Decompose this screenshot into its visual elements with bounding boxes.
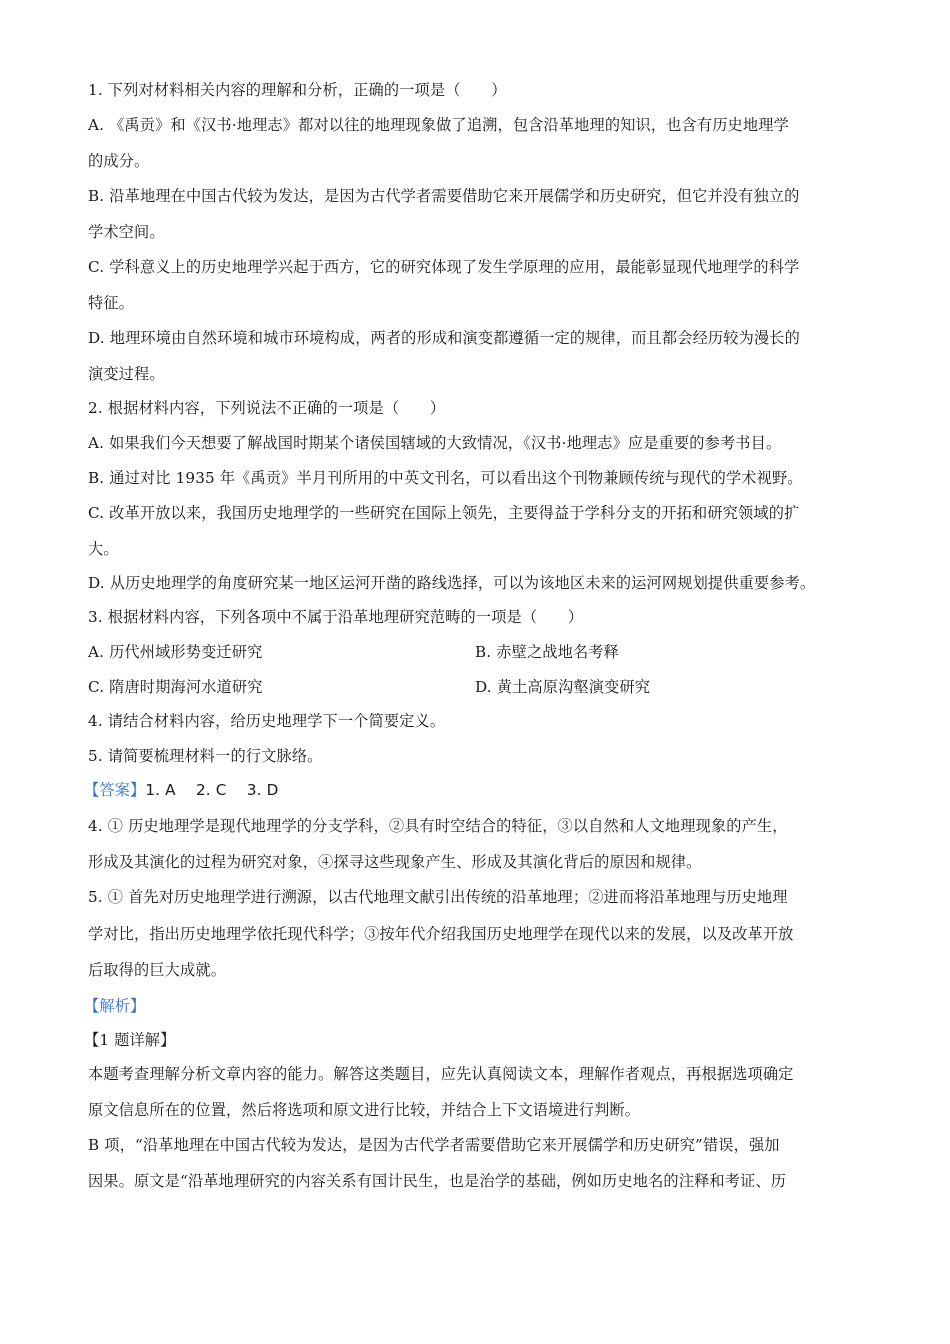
answer-choices: 1. A 2. C 3. D [145, 781, 279, 799]
answer-tag: 【答案】 [84, 781, 146, 799]
q2-option-c-cont: 大。 [88, 540, 119, 558]
q2-option-a: A. 如果我们今天想要了解战国时期某个诸侯国辖域的大致情况，《汉书·地理志》应是重要的参考书目。 [88, 434, 782, 452]
q4-stem: 4. 请结合材料内容，给历史地理学下一个简要定义。 [88, 712, 446, 730]
q3-option-a: A. 历代州域形势变迁研究 [88, 643, 263, 661]
analysis-para1-line2: 原文信息所在的位置，然后将选项和原文进行比较，并结合上下文语境进行判断。 [88, 1101, 641, 1119]
q1-option-b: B. 沿革地理在中国古代较为发达，是因为古代学者需要借助它来开展儒学和历史研究，但它并没有独立的 [88, 187, 800, 205]
q5-stem: 5. 请简要梳理材料一的行文脉络。 [88, 747, 323, 765]
analysis-para2-line2: 因果。原文是“沿革地理研究的内容关系有国计民生，也是治学的基础，例如历史地名的注释和考证、历 [88, 1172, 787, 1190]
q3-stem: 3. 根据材料内容，下列各项中不属于沿革地理研究范畴的一项是（ ） [88, 608, 584, 626]
q1-option-c-cont: 特征。 [88, 294, 135, 312]
q2-option-b: B. 通过对比 1935 年《禹贡》半月刊所用的中英文刊名，可以看出这个刊物兼顾传统与现代的学术视野。 [88, 469, 803, 487]
analysis-tag: 【解析】 [84, 997, 146, 1015]
answer-5-line1: 5. ① 首先对历史地理学进行溯源，以古代地理文献引出传统的沿革地理；②进而将沿革地理与历史地理 [88, 888, 788, 906]
q1-option-d: D. 地理环境由自然环境和城市环境构成，两者的形成和演变都遵循一定的规律，而且都会经历较为漫长的 [88, 329, 800, 347]
analysis-para1-line1: 本题考查理解分析文章内容的能力。解答这类题目，应先认真阅读文本，理解作者观点，再根据选项确定 [88, 1065, 794, 1083]
q1-detail-heading: 【1 题详解】 [84, 1031, 176, 1049]
answer-4-line1: 4. ① 历史地理学是现代地理学的分支学科，②具有时空结合的特征，③以自然和人文地理现象的产生， [88, 817, 788, 835]
answer-5-line3: 后取得的巨大成就。 [88, 961, 227, 979]
q1-option-d-cont: 演变过程。 [88, 365, 165, 383]
q3-option-d: D. 黄土高原沟壑演变研究 [475, 678, 651, 696]
q3-option-b: B. 赤壁之战地名考释 [475, 643, 619, 661]
q1-stem: 1. 下列对材料相关内容的理解和分析，正确的一项是（ ） [88, 81, 507, 99]
q1-option-a: A. 《禹贡》和《汉书·地理志》都对以往的地理现象做了追溯，包含沿革地理的知识，也含有历史地理学 [88, 116, 789, 134]
q2-stem: 2. 根据材料内容，下列说法不正确的一项是（ ） [88, 399, 446, 417]
q1-option-b-cont: 学术空间。 [88, 223, 165, 241]
q3-option-c: C. 隋唐时期海河水道研究 [88, 678, 263, 696]
q1-option-a-cont: 的成分。 [88, 152, 150, 170]
analysis-para2-line1: B 项，“沿革地理在中国古代较为发达，是因为古代学者需要借助它来开展儒学和历史研究”错误，强加 [88, 1136, 780, 1154]
q1-option-c: C. 学科意义上的历史地理学兴起于西方，它的研究体现了发生学原理的应用，最能彰显现代地理学的科学 [88, 258, 800, 276]
answer-4-line2: 形成及其演化的过程为研究对象，④探寻这些现象产生、形成及其演化背后的原因和规律。 [88, 853, 702, 871]
q2-option-c: C. 改革开放以来，我国历史地理学的一些研究在国际上领先，主要得益于学科分支的开拓和研究领域的扩 [88, 504, 800, 522]
answer-line [84, 779, 864, 801]
answer-5-line2: 学对比，指出历史地理学依托现代科学；③按年代介绍我国历史地理学在现代以来的发展，以及改革开放 [88, 925, 794, 943]
q2-option-d: D. 从历史地理学的角度研究某一地区运河开凿的路线选择，可以为该地区未来的运河网规划提供重要参考。 [88, 574, 816, 592]
